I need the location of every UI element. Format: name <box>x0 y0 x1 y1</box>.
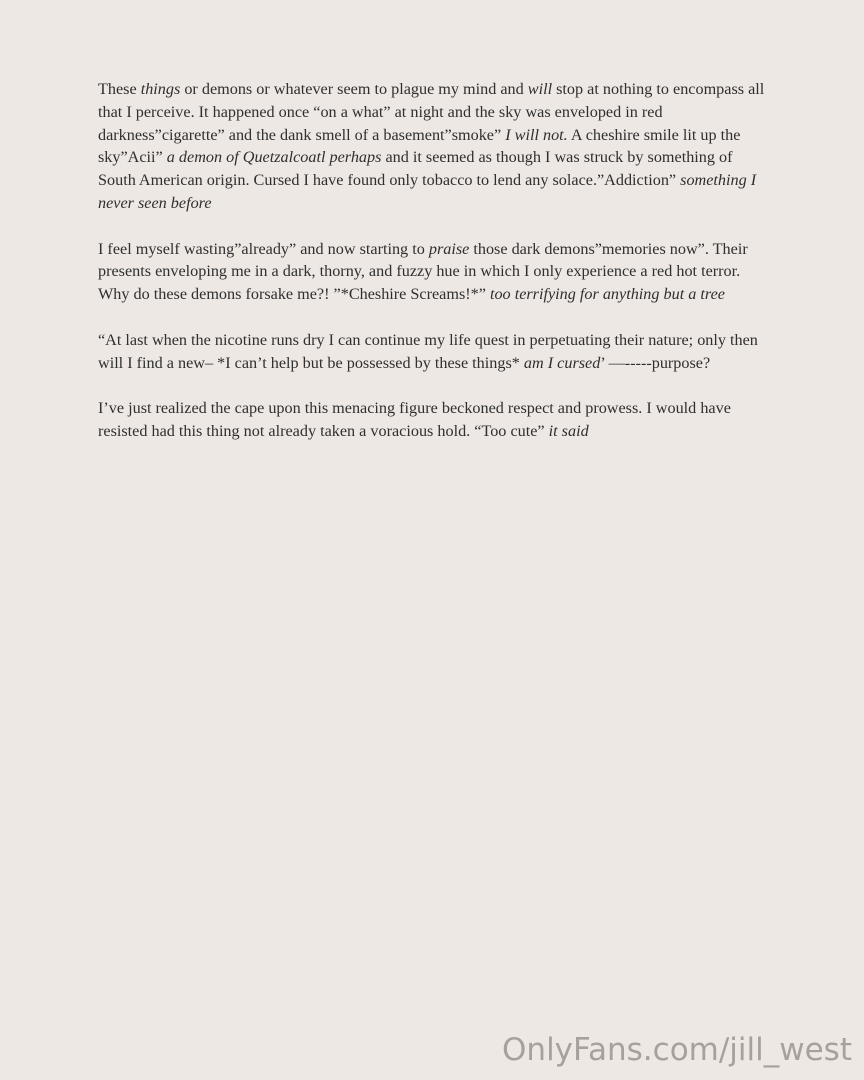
italic-text-segment: it said <box>548 421 589 440</box>
paragraph-1 <box>98 78 770 215</box>
text-segment: A cheshire smile lit up the sky”Acii” <box>98 125 741 167</box>
italic-text-segment: am I cursed <box>523 353 601 372</box>
italic-text-segment: things <box>140 80 181 98</box>
watermark-text: OnlyFans.com/jill_west <box>502 1032 852 1068</box>
text-segment: These <box>98 80 141 98</box>
text-segment: “At last when the nicotine runs dry I can continue my life quest in perpetuating their nature; only then will I find a new– *I can’t help but be possessed by these things* <box>98 330 758 372</box>
italic-text-segment: a demon of Quetzalcoatl perhaps <box>166 148 382 167</box>
italic-text-segment: something I never seen before <box>98 171 757 212</box>
paragraph-4 <box>98 397 770 443</box>
text-segment: I feel myself wasting”already” and now starting to <box>98 239 429 258</box>
text-segment: those dark demons”memories now”. Their presents enveloping me in a dark, thorny, and fuzzy hue in which I only experience a red hot terror. Why do these demons forsake me?! ”*Cheshire Screams!*” <box>98 239 748 304</box>
text-segment: ’ —-----purpose? <box>600 353 711 372</box>
italic-text-segment: will <box>527 80 553 98</box>
document-body <box>98 78 770 443</box>
text-segment: stop at nothing to encompass all that I perceive. It happened once “on a what” at night and the sky was enveloped in red darkness”cigarette” and the dank smell of a basement”smoke” <box>98 80 765 144</box>
italic-text-segment: too terrifying for anything but a tree <box>489 285 725 304</box>
text-segment: I’ve just realized the cape upon this menacing figure beckoned respect and prowess. I would have resisted had this thing not already taken a voracious hold. “Too cute” <box>98 399 731 440</box>
text-segment: or demons or whatever seem to plague my mind and <box>180 80 528 98</box>
paragraph-2 <box>98 238 770 306</box>
italic-text-segment: I will not. <box>505 125 568 144</box>
paragraph-3 <box>98 329 770 375</box>
italic-text-segment: praise <box>428 239 470 258</box>
text-segment: and it seemed as though I was struck by something of South American origin. Cursed I have found only tobacco to lend any solace.”Addiction” <box>98 148 733 190</box>
